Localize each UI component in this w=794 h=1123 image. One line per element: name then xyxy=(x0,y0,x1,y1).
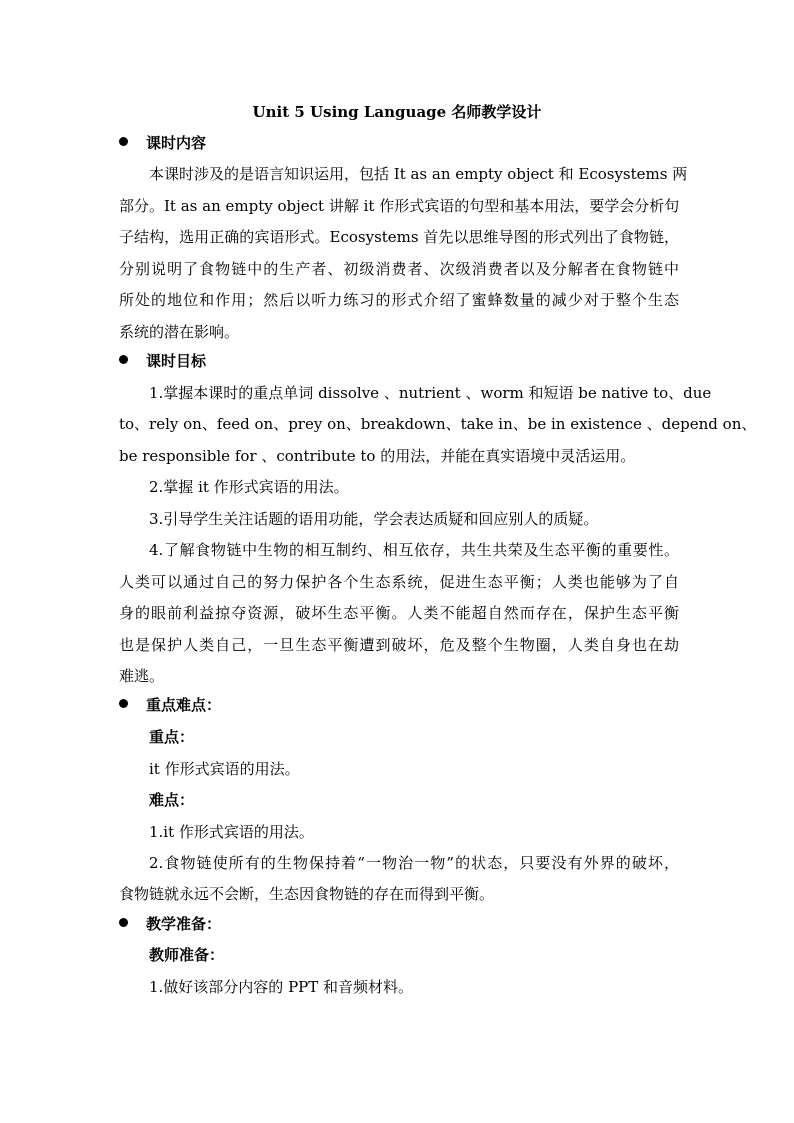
paragraph-line: 分别说明了食物链中的生产者、初级消费者、次级消费者以及分解者在食物链中 xyxy=(119,260,679,278)
difficulty-2-line: 食物链就永远不会断，生态因食物链的存在而得到平衡。 xyxy=(119,885,495,903)
bullet-icon xyxy=(119,355,128,364)
paragraph-line: 所处的地位和作用；然后以听力练习的形式介绍了蜜蜂数量的减少对于整个生态 xyxy=(119,291,679,309)
section-heading-text: 课时内容 xyxy=(146,134,207,152)
goal-4-line: 人类可以通过自己的努力保护各个生态系统，促进生态平衡；人类也能够为了自 xyxy=(119,573,679,591)
bullet-icon xyxy=(119,137,128,146)
goal-1-line: be responsible for 、contribute to 的用法，并能在真实语境中灵活运用。 xyxy=(119,447,636,465)
goal-2: 2.掌握 it 作形式宾语的用法。 xyxy=(149,478,349,496)
goal-4-line: 也是保护人类自己，一旦生态平衡遭到破坏，危及整个生物圈，人类自身也在劫 xyxy=(119,636,679,654)
section-heading-content xyxy=(119,132,206,154)
teacher-prep-1: 1.做好该部分内容的 PPT 和音频材料。 xyxy=(149,978,414,996)
teacher-prep-label: 教师准备： xyxy=(149,946,225,964)
bullet-icon xyxy=(119,918,128,927)
goal-4-line: 身的眼前利益掠夺资源，破坏生态平衡。人类不能超自然而存在，保护生态平衡 xyxy=(119,604,679,622)
goal-4-line: 难逃。 xyxy=(119,667,165,685)
goal-3: 3.引导学生关注话题的语用功能，学会表达质疑和回应别人的质疑。 xyxy=(149,510,599,528)
section-heading-text: 重点难点： xyxy=(146,696,222,714)
difficulty-label: 难点： xyxy=(149,791,195,809)
section-heading-text: 课时目标 xyxy=(146,352,207,370)
paragraph-line: 本课时涉及的是语言知识运用，包括 It as an empty object 和 Ecosystems 两 xyxy=(149,165,688,183)
section-heading-goals xyxy=(119,350,206,372)
section-heading-key-points xyxy=(119,694,221,716)
goal-1-line: to、rely on、feed on、prey on、breakdown、take in、be in existence 、depend on、 xyxy=(119,415,757,433)
document-title: Unit 5 Using Language 名师教学设计 xyxy=(252,103,542,121)
difficulty-1: 1.it 作形式宾语的用法。 xyxy=(149,823,314,841)
goal-1-line: 1.掌握本课时的重点单词 dissolve 、nutrient 、worm 和短语 be native to、due xyxy=(149,384,712,402)
section-heading-preparation xyxy=(119,913,221,935)
paragraph-line: 部分。It as an empty object 讲解 it 作形式宾语的句型和基本用法，要学会分析句 xyxy=(119,197,680,215)
bullet-icon xyxy=(119,699,128,708)
difficulty-2-line: 2.食物链使所有的生物保持着“一物治一物”的状态，只要没有外界的破坏， xyxy=(149,854,679,872)
paragraph-line: 系统的潜在影响。 xyxy=(119,323,240,341)
focus-label: 重点： xyxy=(149,728,195,746)
focus-text: it 作形式宾语的用法。 xyxy=(149,760,300,778)
section-heading-text: 教学准备： xyxy=(146,915,222,933)
paragraph-line: 子结构，选用正确的宾语形式。Ecosystems 首先以思维导图的形式列出了食物链， xyxy=(119,228,679,246)
goal-4-line: 4.了解食物链中生物的相互制约、相互依存，共生共荣及生态平衡的重要性。 xyxy=(149,541,679,559)
